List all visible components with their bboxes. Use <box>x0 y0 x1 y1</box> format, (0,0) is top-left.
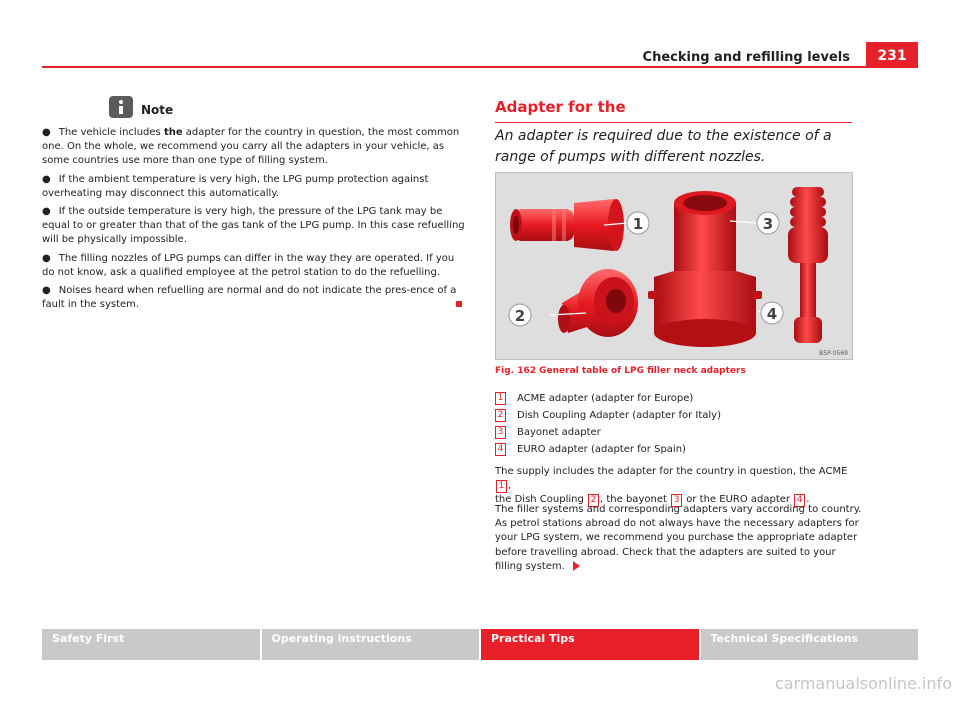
note-item: ● Noises heard when refuelling are normal and do not indicate the pres-ence of a fault in the system. <box>42 285 457 311</box>
note-item: ● If the outside temperature is very high, the pressure of the LPG tank may be equal to or greater than that of the gas tank of the LPG pump. In this case refuelling will be physically impossible. <box>42 206 465 246</box>
legend-number: 1 <box>495 392 506 405</box>
running-head: Checking and refilling levels <box>642 50 850 65</box>
supply-paragraph: The supply includes the adapter for the country in question, the ACME 1 , the Dish Coupling 2 , the bayonet 3 or the EURO adapter 4 . <box>495 466 848 506</box>
info-icon <box>109 96 133 118</box>
svg-text:3: 3 <box>762 215 774 233</box>
svg-text:1: 1 <box>632 215 644 233</box>
ref-number: 1 <box>496 480 507 493</box>
legend-item: 4 EURO adapter (adapter for Spain) <box>495 441 865 458</box>
dish-adapter-shape <box>558 269 638 337</box>
figure-legend <box>495 390 865 458</box>
filler-systems-paragraph: The filler systems and corresponding adapters vary according to country. As petrol stations abroad do not always have the necessary adapters for your LPG system, we recommend you purchase the appropriate adapter before travelling abroad. Check that the adapters are suited to your filling system. <box>495 504 862 572</box>
legend-item: 3 Bayonet adapter <box>495 424 865 441</box>
figure-code: B5P-0569 <box>819 350 848 357</box>
footer-nav <box>42 629 918 660</box>
ref-number: 2 <box>588 494 599 507</box>
note-heading <box>109 96 173 118</box>
tab-technical-specifications[interactable]: Technical Specifications <box>701 629 919 660</box>
continue-arrow-icon <box>573 561 580 571</box>
adapter-figure <box>495 172 853 360</box>
legend-item: 2 Dish Coupling Adapter (adapter for Italy) <box>495 407 865 424</box>
note-item: ● If the ambient temperature is very high, the LPG pump protection against overheating may disconnect this automatically. <box>42 173 429 199</box>
note-item: ● The vehicle includes the adapter for the country in question, the most common one. On the whole, we recommend you carry all the adapters in your vehicle, as some countries use more than one type of filling system. <box>42 127 460 167</box>
note-list <box>42 126 467 316</box>
callout-3 <box>757 212 779 234</box>
svg-text:4: 4 <box>766 305 778 323</box>
bullet-icon: ● <box>42 252 51 264</box>
legend-number: 2 <box>495 409 506 422</box>
callout-2 <box>509 304 531 326</box>
tab-practical-tips[interactable]: Practical Tips <box>481 629 699 660</box>
page-number: 231 <box>866 42 918 68</box>
tab-safety-first[interactable]: Safety First <box>42 629 260 660</box>
bullet-icon: ● <box>42 285 51 297</box>
callout-4 <box>761 302 783 324</box>
end-of-section-marker <box>456 301 462 307</box>
legend-number: 3 <box>495 426 506 439</box>
bullet-icon: ● <box>42 173 51 185</box>
callout-1 <box>627 212 649 234</box>
ref-number: 3 <box>671 494 682 507</box>
bullet-icon: ● <box>42 206 51 218</box>
svg-text:2: 2 <box>514 307 526 325</box>
header-rule <box>42 66 918 68</box>
note-label: Note <box>141 103 174 117</box>
figure-caption: Fig. 162 General table of LPG filler neck adapters <box>495 366 746 376</box>
section-subtitle: An adapter is required due to the existence of a range of pumps with different nozzles. <box>495 128 832 165</box>
ref-number: 4 <box>794 494 805 507</box>
section-title: Adapter for the <box>495 98 852 123</box>
euro-adapter-shape <box>788 187 828 343</box>
legend-item: 1 ACME adapter (adapter for Europe) <box>495 390 865 407</box>
watermark: carmanualsonline.info <box>774 674 952 693</box>
legend-number: 4 <box>495 443 506 456</box>
note-item: ● The filling nozzles of LPG pumps can differ in the way they are operated. If you do not know, ask a qualified employee at the petrol station to do the refuelling. <box>42 252 455 278</box>
bayonet-adapter-shape <box>648 191 762 347</box>
adapter-illustration <box>496 173 853 360</box>
bullet-icon: ● <box>42 127 51 138</box>
tab-operating-instructions[interactable]: Operating instructions <box>262 629 480 660</box>
